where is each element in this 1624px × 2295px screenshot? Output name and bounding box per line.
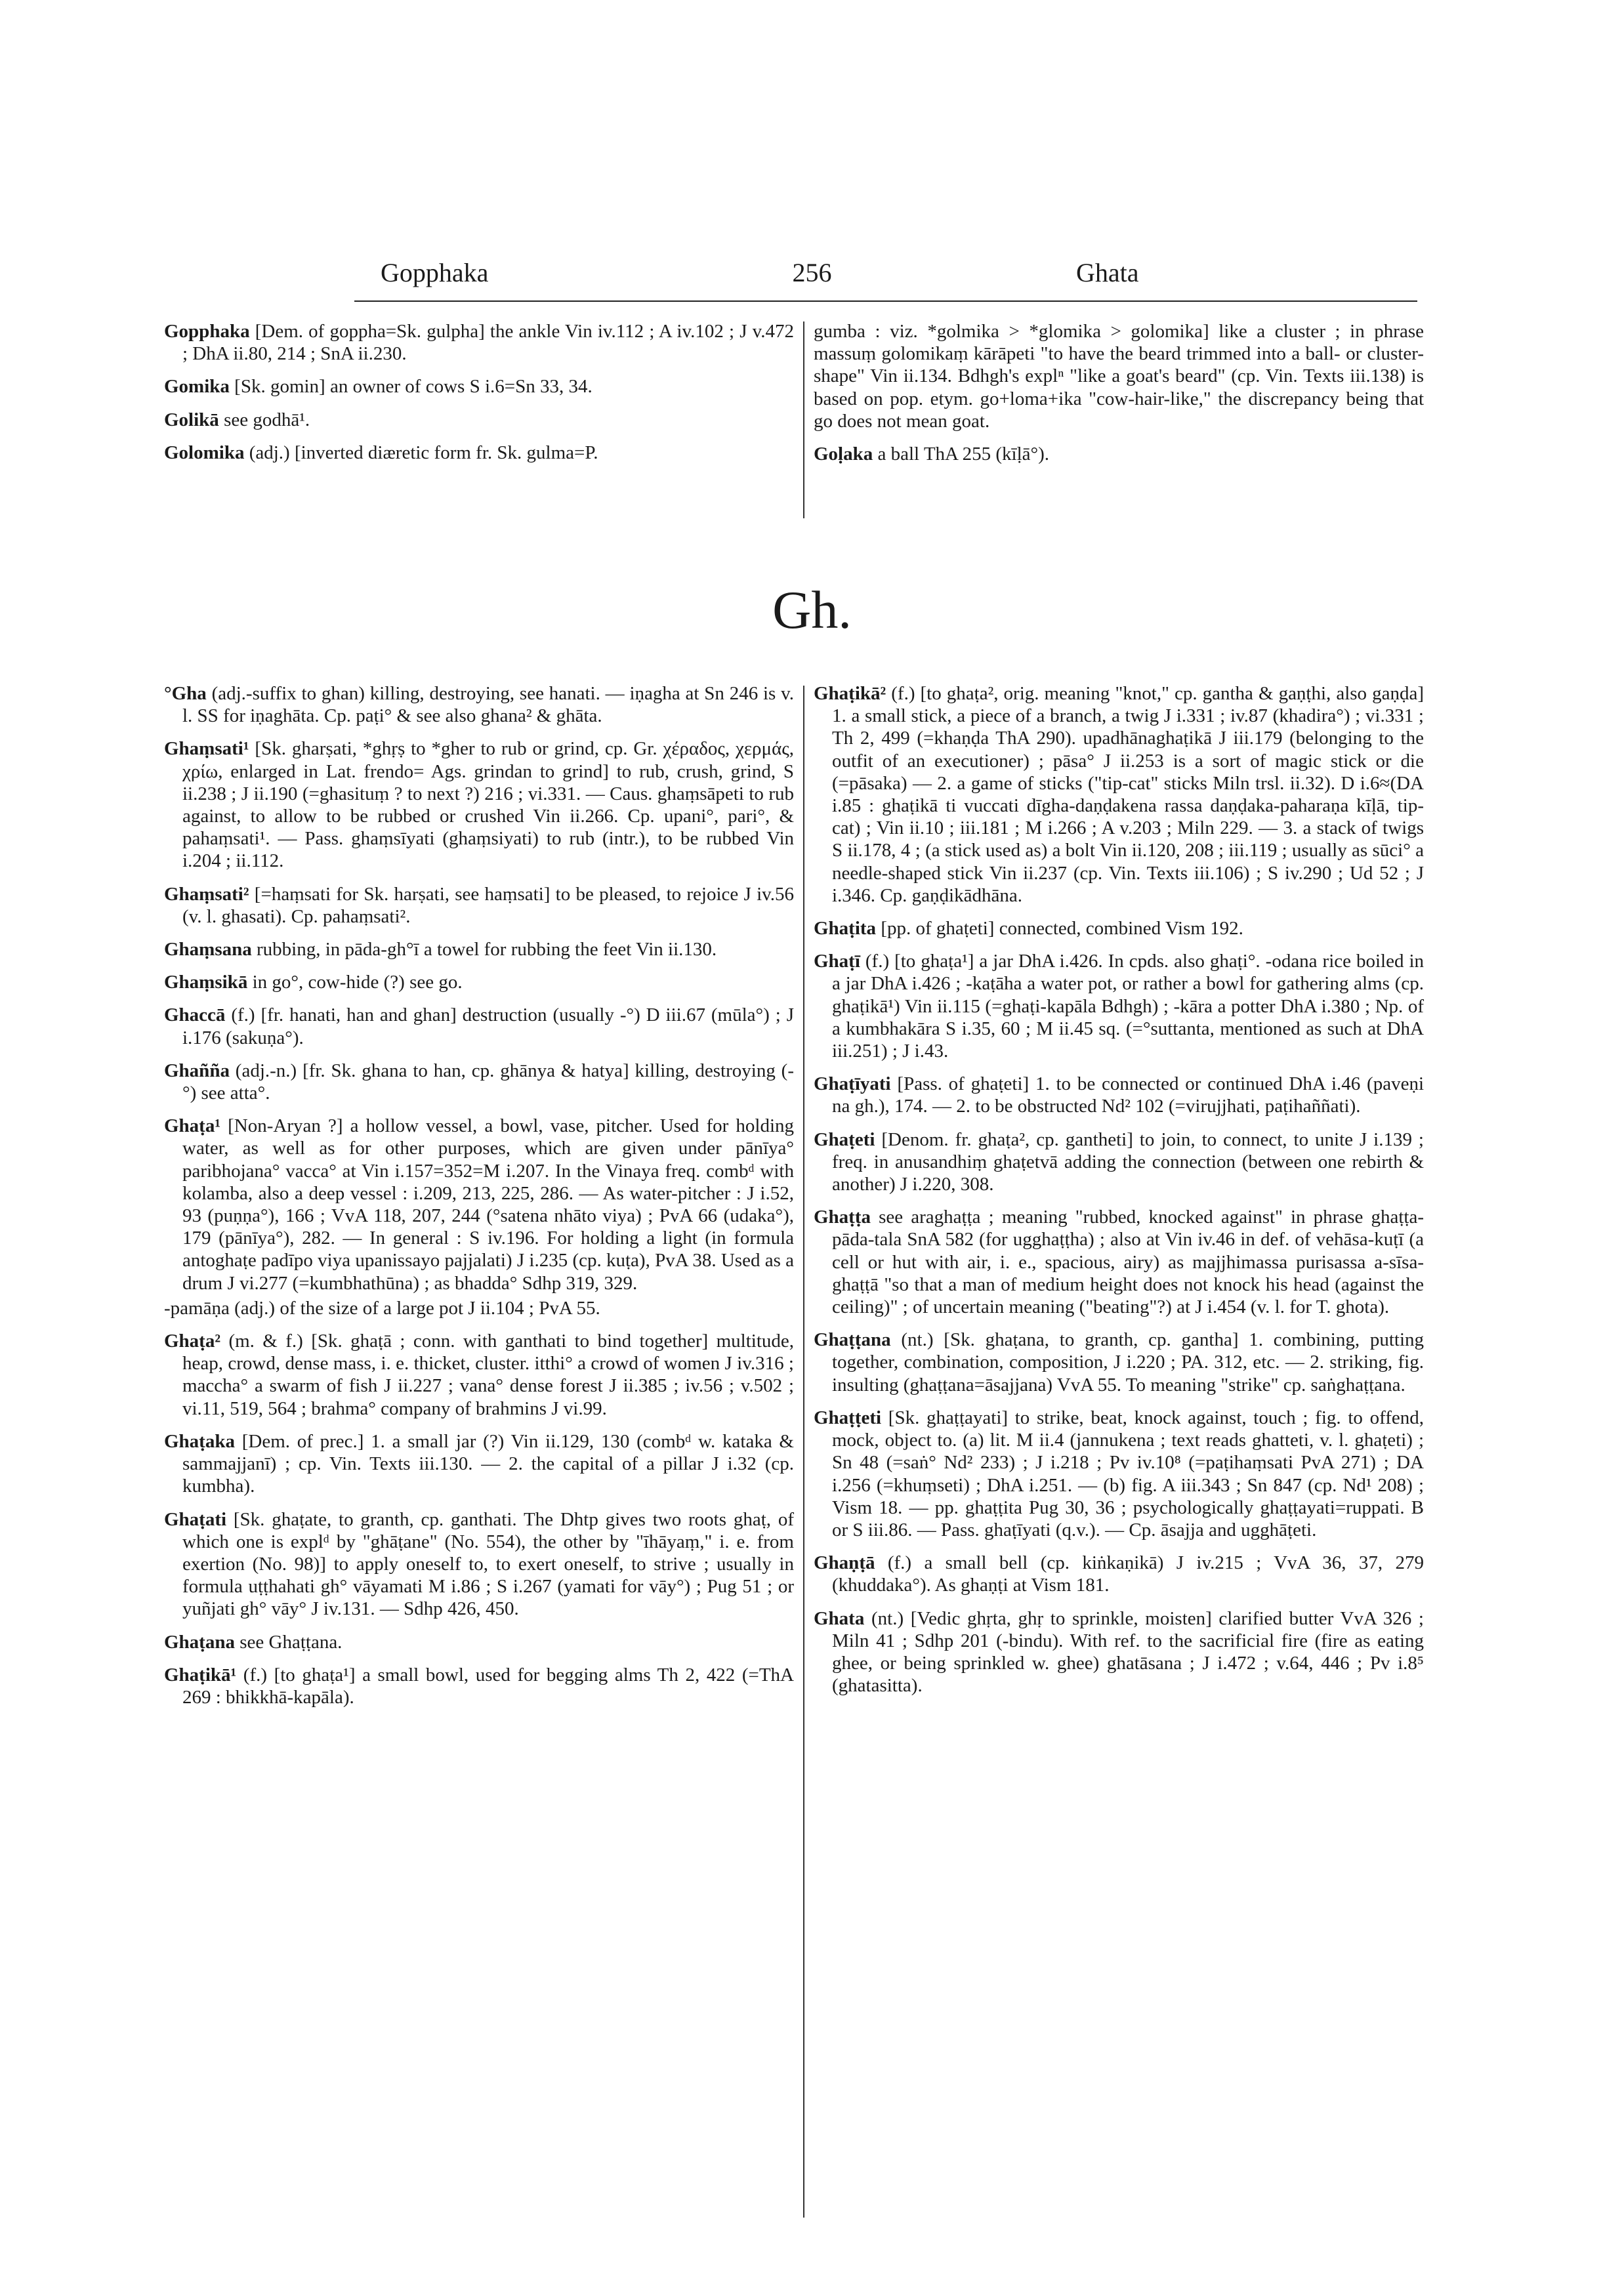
entry-definition: (nt.) [Sk. ghaṭana, to granth, cp. gantha] 1. combining, putting together, combination, composition, J i.220 ; PA. 312, etc. — 2. striking, fig. insulting (ghaṭṭana=āsajjana) VvA 55. To meaning "strike" cp. saṅghaṭṭana. bbox=[832, 1329, 1424, 1396]
column-bottom-right bbox=[814, 682, 1424, 1707]
entry-definition: (nt.) [Vedic ghṛta, ghṛ to sprinkle, moisten] clarified butter VvA 326 ; Miln 41 ; Sdhp 201 (-bindu). With ref. to the sacrificial fire (fire as eating ghee, or being sprinkled w. ghee) ghatāsana ; J i.472 ; v.64, 446 ; Pv i.8⁵ (ghatasitta). bbox=[832, 1607, 1424, 1697]
entry-definition: (f.) [to ghaṭa², orig. meaning "knot," cp. gantha & gaṇṭhi, also gaṇḍa] 1. a small stick, a piece of a branch, a twig J i.331 ; iv.87 (khadira°) ; vi.331 ; Th 2, 499 (=khaṇḍa ThA 290). upadhānaghaṭikā J iii.179 (belonging to the outfit of an executioner) ; pāsa° J ii.253 is a sort of magic stick or die (=pāsaka) — 2. a game of sticks ("tip-cat" sticks Miln trsl. ii.32). D i.6≈(DA i.85 : ghaṭikā ti vuccati dīgha-daṇḍakena rassa daṇḍaka-paharaṇa kīḷā, tip-cat) ; Vin ii.10 ; iii.181 ; M i.266 ; A v.203 ; Miln 229. — 3. a stack of twigs S ii.178, 4 ; (a stick used as) a bolt Vin ii.120, 208 ; iii.119 ; usually as sūci° a needle-shaped stick Vin ii.237 (cp. Vin. Texts iii.106) ; S iv.290 ; Ud 52 ; J i.346. Cp. gaṇḍikādhāna. bbox=[832, 683, 1424, 906]
entry-definition: [Sk. ghaṭate, to granth, cp. ganthati. The Dhtp gives two roots ghaṭ, of which one is explᵈ by "ghāṭane" (No. 554), the other by "īhāyaṃ," i. e. from exertion (No. 98)] to apply oneself to, to exert oneself, to strive ; usually in formula uṭṭhahati gh° vāyamati M i.86 ; S i.267 (yamati for vāy°) ; Pug 51 ; or yuñjati gh° vāy° J iv.131. — Sdhp 426, 450. bbox=[182, 1508, 794, 1620]
entry-definition: (adj.) [inverted diæretic form fr. Sk. gulma=P. bbox=[244, 442, 598, 463]
dictionary-entry bbox=[164, 320, 794, 365]
entry-headword: Ghaṃsati² bbox=[164, 883, 249, 905]
dictionary-entry bbox=[814, 1407, 1424, 1541]
entry-definition: see araghaṭṭa ; meaning "rubbed, knocked against" in phrase ghaṭṭa-pāda-tala SnA 582 (for ugghaṭṭha) ; also at Vin iv.46 in def. of vehāsa-kuṭī (a cell or hut with air, i. e., spacious, airy) as majjhimassa purisassa a-sīsa-ghaṭṭā "so that a man of medium height does not knock his head (against the ceiling)" ; of uncertain meaning ("beating"?) at J i.454 (v. l. for T. ghota). bbox=[832, 1207, 1424, 1318]
dictionary-entry bbox=[164, 1004, 794, 1048]
entry-headword: Ghaṃsikā bbox=[164, 972, 248, 993]
entry-headword: Ghaṭati bbox=[164, 1508, 227, 1530]
entry-definition: [Denom. fr. ghaṭa², cp. gantheti] to join, to connect, to unite J i.139 ; freq. in anusandhiṃ ghaṭetvā adding the connection (between one rebirth & another) J i.220, 308. bbox=[832, 1128, 1424, 1195]
dictionary-entry bbox=[814, 443, 1424, 465]
entry-definition: a ball ThA 255 (kīḷā°). bbox=[873, 444, 1050, 465]
entry-definition: (adj.-n.) [fr. Sk. ghana to han, cp. ghānya & hatya] killing, destroying (-°) see atta°. bbox=[182, 1060, 794, 1104]
dictionary-entry bbox=[814, 1607, 1424, 1697]
dictionary-entry bbox=[164, 1664, 794, 1708]
section-heading: Gh. bbox=[772, 580, 852, 640]
dictionary-entry bbox=[814, 1206, 1424, 1318]
dictionary-entry bbox=[814, 1073, 1424, 1117]
column-bottom-left bbox=[164, 682, 794, 1719]
entry-definition: see godhā¹. bbox=[219, 409, 310, 430]
entry-headword: Ghaṭikā¹ bbox=[164, 1664, 237, 1685]
entry-definition: (f.) [to ghaṭa¹] a jar DhA i.426. In cpds. also ghaṭi°. -odana rice boiled in a jar DhA i.426 ; -kaṭāha a water pot, or rather a bowl for gathering alms (cp. ghaṭikā¹) Vin ii.115 (=ghaṭi-kapāla Bdhgh) ; -kāra a potter DhA i.380 ; Np. of a kumbhakāra S i.35, 60 ; M ii.45 sq. (=°suttanta, mentioned as such at DhA iii.251) ; J i.43. bbox=[832, 951, 1424, 1062]
dictionary-entry bbox=[814, 917, 1424, 940]
dictionary-entry bbox=[164, 971, 794, 993]
dictionary-entry bbox=[164, 1508, 794, 1621]
dictionary-entry bbox=[164, 375, 794, 398]
entry-headword: Gopphaka bbox=[164, 321, 250, 342]
entry-definition: [Dem. of goppha=Sk. gulpha] the ankle Vin iv.112 ; A iv.102 ; J v.472 ; DhA ii.80, 214 ; SnA ii.230. bbox=[182, 321, 794, 365]
entry-headword: Ghaccā bbox=[164, 1004, 226, 1026]
entry-headword: Golomika bbox=[164, 442, 245, 463]
entry-definition: (m. & f.) [Sk. ghaṭā ; conn. with ganthati to bind together] multitude, heap, crowd, dense mass, i. e. thicket, cluster. itthi° a crowd of women J iv.316 ; maccha° a swarm of fish J ii.227 ; vana° dense forest J ii.385 ; iv.56 ; v.502 ; vi.11, 519, 564 ; brahma° company of brahmins J vi.99. bbox=[182, 1331, 794, 1419]
entry-headword: Golikā bbox=[164, 409, 219, 430]
entry-definition: see Ghaṭṭana. bbox=[234, 1631, 343, 1653]
entry-headword: Ghata bbox=[814, 1607, 865, 1629]
dictionary-entry bbox=[164, 409, 794, 431]
entry-definition: [Sk. ghaṭṭayati] to strike, beat, knock against, touch ; fig. to offend, mock, object to. (a) lit. M ii.4 (jannukena ; text reads ghatteti, v. l. ghaṭeti) ; Sn 48 (=saṅ° Nd² 233) ; J i.218 ; Pv iv.10⁸ (=paṭihaṃsati PvA 271) ; DA i.256 (=khuṃseti) ; DhA i.251. — (b) fig. A iii.343 ; Sn 847 (cp. Nd¹ 208) ; Vism 18. — pp. ghaṭṭita Pug 30, 36 ; psychologically ghaṭṭayati=ruppati. B or S iii.86. — Pass. ghaṭīyati (q.v.). — Cp. āsajja and ugghāṭeti. bbox=[832, 1407, 1424, 1540]
entry-headword: Ghaṇṭā bbox=[814, 1552, 875, 1574]
entry-headword: °Gha bbox=[164, 683, 207, 704]
entry-headword: Ghaṭī bbox=[814, 951, 860, 972]
entry-headword: Ghaṭikā² bbox=[814, 683, 886, 704]
column-top-right bbox=[814, 320, 1424, 476]
entry-headword: Ghaṭṭana bbox=[814, 1329, 891, 1351]
entry-definition: [Dem. of prec.] 1. a small jar (?) Vin ii.129, 130 (combᵈ w. kataka & sammajjanī) ; cp. Vin. Texts iii.130. — 2. the capital of a pillar J i.32 (cp. kumbha). bbox=[182, 1430, 794, 1497]
dictionary-entry bbox=[164, 1330, 794, 1420]
entry-headword: Ghaṭeti bbox=[814, 1128, 875, 1150]
entry-definition: [Pass. of ghaṭeti] 1. to be connected or continued DhA i.46 (paveṇi na gh.), 174. — 2. to be obstructed Nd² 102 (=virujjhati, paṭihaññati). bbox=[832, 1073, 1424, 1117]
dictionary-entry bbox=[814, 682, 1424, 907]
dictionary-entry bbox=[814, 1128, 1424, 1196]
entry-headword: Ghaṭīyati bbox=[814, 1073, 891, 1095]
entry-headword: Goḷaka bbox=[814, 444, 873, 465]
entry-definition: (adj.-suffix to ghan) killing, destroying, see hanati. — iṇagha at Sn 246 is v. l. SS for iṇaghāta. Cp. paṭi° & see also ghana² & ghāta. bbox=[182, 683, 794, 727]
header-rule bbox=[354, 300, 1417, 302]
dictionary-entry bbox=[814, 950, 1424, 1062]
dictionary-entry bbox=[164, 1631, 794, 1653]
dictionary-entry bbox=[164, 737, 794, 872]
entry-definition: (f.) [to ghaṭa¹] a small bowl, used for begging alms Th 2, 422 (=ThA 269 : bhikkhā-kapāla). bbox=[182, 1664, 794, 1708]
entry-headword: Ghaṃsana bbox=[164, 939, 252, 961]
running-head-right: Ghata bbox=[1076, 258, 1139, 287]
entry-headword: Ghaṭaka bbox=[164, 1430, 235, 1452]
entry-headword: Ghaṭita bbox=[814, 918, 877, 940]
entry-headword: Ghaṭṭeti bbox=[814, 1407, 882, 1428]
entry-definition: [=haṃsati for Sk. harṣati, see haṃsati] to be pleased, to rejoice J iv.56 (v. l. ghasati). Cp. pahaṃsati². bbox=[182, 883, 794, 927]
entry-headword: Ghañña bbox=[164, 1060, 230, 1081]
entry-headword: Gomika bbox=[164, 376, 230, 398]
entry-definition: (f.) [fr. hanati, han and ghan] destruction (usually -°) D iii.67 (mūla°) ; J i.176 (sakuṇa°). bbox=[182, 1004, 794, 1048]
entry-headword: Ghaṭa¹ bbox=[164, 1115, 221, 1137]
entry-definition: in go°, cow-hide (?) see go. bbox=[247, 972, 463, 993]
column-divider-top bbox=[803, 321, 804, 518]
entry-definition: [Sk. gharṣati, *ghṛṣ to *gher to rub or grind, cp. Gr. χέραδος, χερμάς, χρίω, enlarged in Lat. frendo= Ags. grindan to grind] to rub, crush, grind, S ii.238 ; J ii.190 (=ghasituṃ ? to next ?) 216 ; vi.331. — Caus. ghaṃsāpeti to rub against, to allow to be rubbed or crushed Vin ii.266. Cp. upani°, pari°, & pahaṃsati¹. — Pass. ghaṃsīyati (ghaṃsiyati) to rub (intr.), to be rubbed Vin i.204 ; ii.112. bbox=[182, 738, 794, 872]
entry-definition: [Non-Aryan ?] a hollow vessel, a bowl, vase, pitcher. Used for holding water, as well as for other purposes, which are given under pānīya° paribhojana° vacca° at Vin i.157=352=M i.207. In the Vinaya freq. combᵈ with kolamba, also a deep vessel : i.209, 213, 225, 286. — As water-pitcher : J i.52, 93 (puṇṇa°), 166 ; VvA 118, 207, 244 (°satena nhāto viya) ; PvA 66 (udaka°), 179 (pānīya°), 282. — In general : S iv.196. For holding a light (in formula antoghaṭe padīpo viya upanissayo pajjalati) J i.235 (cp. kuṭa), PvA 38. Used as a drum J vi.277 (=kumbhathūna) ; as bhadda° Sdhp 319, 329. bbox=[182, 1115, 794, 1294]
dictionary-entry bbox=[164, 1430, 794, 1498]
dictionary-entry bbox=[814, 1329, 1424, 1396]
entry-headword: Ghaṃsati¹ bbox=[164, 738, 249, 760]
entry-headword: Ghaṭana bbox=[164, 1631, 235, 1653]
entry-definition: gumba : viz. *golmika > *glomika > golomika] like a cluster ; in phrase massuṃ golomikaṃ kārāpeti "to have the beard trimmed into a ball- or cluster-shape" Vin ii.134. Bdhgh's explⁿ "like a goat's beard" (cp. Vin. Texts iii.138) is based on pop. etym. go+loma+ika "cow-hair-like," the discrepancy being that go does not mean goat. bbox=[814, 321, 1424, 432]
entry-definition: (f.) a small bell (cp. kiṅkaṇikā) J iv.215 ; VvA 36, 37, 279 (khuddaka°). As ghaṇṭi at Vism 181. bbox=[832, 1552, 1424, 1596]
column-divider-bottom bbox=[803, 686, 804, 2218]
dictionary-entry bbox=[164, 883, 794, 928]
dictionary-entry bbox=[164, 442, 794, 464]
entry-headword: Ghaṭṭa bbox=[814, 1207, 871, 1228]
entry-definition: rubbing, in pāda-gh°ī a towel for rubbing the feet Vin ii.130. bbox=[251, 939, 717, 961]
entry-headword: Ghaṭa² bbox=[164, 1331, 221, 1352]
column-top-left bbox=[164, 320, 794, 474]
page-number: 256 bbox=[792, 258, 832, 287]
entry-definition: [Sk. gomin] an owner of cows S i.6=Sn 33, 34. bbox=[229, 376, 593, 398]
dictionary-entry bbox=[164, 682, 794, 727]
running-head-left: Gopphaka bbox=[381, 258, 489, 287]
dictionary-entry bbox=[164, 938, 794, 961]
dictionary-entry bbox=[164, 1060, 794, 1104]
dictionary-entry bbox=[814, 1552, 1424, 1596]
dictionary-entry bbox=[814, 320, 1424, 432]
entry-definition: [pp. of ghaṭeti] connected, combined Vism 192. bbox=[876, 918, 1243, 940]
dictionary-entry bbox=[164, 1115, 794, 1319]
entry-subentry: -pamāṇa (adj.) of the size of a large pot J ii.104 ; PvA 55. bbox=[164, 1297, 600, 1319]
